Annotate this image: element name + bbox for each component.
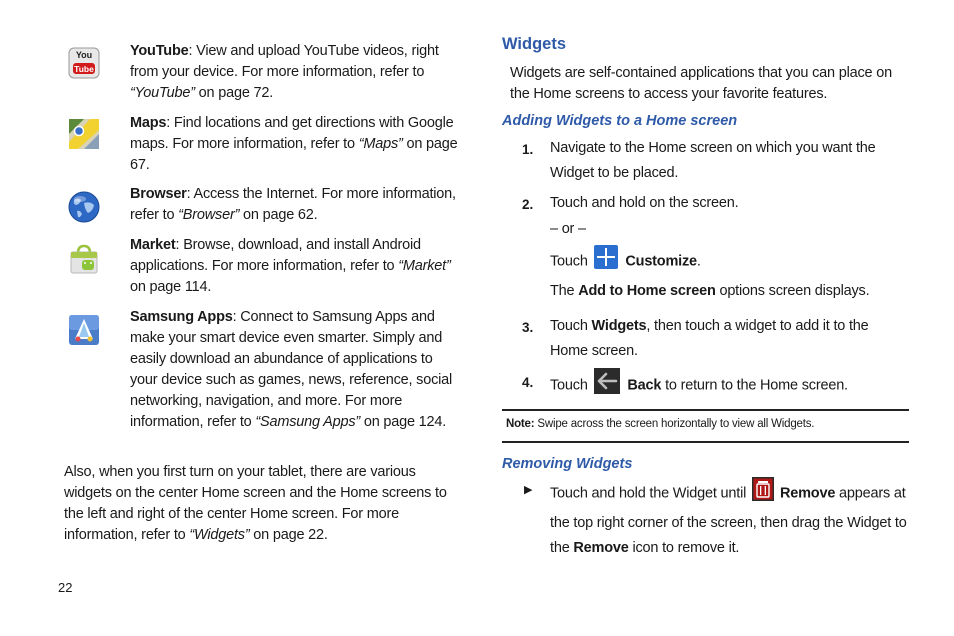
- app-name: YouTube: [130, 43, 189, 59]
- step-4-post: to return to the Home screen.: [661, 377, 848, 394]
- app-ref: “Samsung Apps”: [255, 414, 361, 430]
- app-page: on page 72.: [194, 85, 274, 101]
- widgets-intro: Widgets are self-contained applications that you can place on the Home screens to access your favorite features.: [510, 65, 892, 102]
- step-2-number: 2.: [522, 197, 534, 212]
- also-ref: “Widgets”: [189, 527, 250, 543]
- app-page: on page 62.: [239, 207, 318, 223]
- app-entry-browser: [130, 184, 460, 226]
- samsung-apps-icon: [68, 314, 100, 346]
- widgets-label: Widgets: [591, 318, 647, 334]
- note-top-rule: [502, 409, 909, 411]
- app-page: on page 124.: [360, 414, 447, 430]
- period: .: [696, 253, 701, 270]
- trash-icon: [752, 477, 774, 511]
- step-1-number: 1.: [522, 142, 534, 157]
- app-ref: “Maps”: [358, 136, 403, 152]
- app-page: on page 67.: [130, 136, 458, 173]
- bullet-arrow: ▶: [524, 484, 533, 496]
- remove-post: icon to remove it.: [628, 540, 740, 556]
- also-text: Also, when you first turn on your tablet, there are various widgets on the center Home screen and the Home screens to the left and right of the center Home screen. For more information, refer to: [64, 464, 447, 543]
- youtube-icon: [68, 47, 100, 79]
- also-paragraph: [64, 462, 464, 546]
- add-to-home-line: [550, 281, 869, 302]
- app-name: Maps: [130, 115, 167, 131]
- app-desc: : Browse, download, and install Android applications. For more information, refer to: [130, 237, 421, 274]
- remove-mid: appears at the top right corner of the screen, then drag the Widget to the: [550, 485, 907, 556]
- add-to-home-label: Add to Home screen: [578, 283, 716, 299]
- remove-instruction: [550, 477, 912, 562]
- note: [506, 418, 814, 430]
- app-ref: “YouTube”: [130, 85, 195, 101]
- page-number: 22: [58, 580, 73, 595]
- app-name: Browser: [130, 186, 187, 202]
- step-4-pre: Touch: [550, 377, 588, 394]
- or-separator: – or –: [550, 221, 586, 237]
- maps-icon: [68, 118, 100, 150]
- adding-widgets-heading: Adding Widgets to a Home screen: [502, 113, 738, 129]
- app-entry-maps: [130, 113, 460, 176]
- step-3-text: [550, 314, 910, 364]
- app-desc: : Connect to Samsung Apps and make your smart device even smarter. Simply and easily download an abundance of applications to your device such as games, news, reference, social networking, navigation, and more. For more information, refer to: [130, 309, 453, 430]
- step-3-number: 3.: [522, 320, 534, 335]
- app-page: on page 114.: [130, 279, 212, 295]
- app-ref: “Market”: [398, 258, 451, 274]
- app-entry-samsung-apps: [130, 307, 460, 433]
- options-text: options screen displays.: [715, 283, 870, 299]
- the-word: The: [550, 283, 579, 299]
- youtube-icon-bottom: Tube: [74, 64, 94, 74]
- step-3-post: , then touch a widget to add it to the Home screen.: [550, 318, 869, 359]
- app-desc: : View and upload YouTube videos, right from your device. For more information, refer to: [130, 43, 439, 80]
- app-name: Market: [130, 237, 176, 253]
- step-4-number: 4.: [522, 375, 534, 390]
- removing-widgets-heading: Removing Widgets: [502, 456, 633, 472]
- remove-pre: Touch and hold the Widget until: [550, 485, 750, 502]
- step-3-pre: Touch: [550, 318, 592, 334]
- app-name: Samsung Apps: [130, 309, 233, 325]
- customize-line: [550, 245, 701, 278]
- back-arrow-icon: [594, 368, 620, 403]
- note-text: Swipe across the screen horizontally to view all Widgets.: [534, 418, 815, 430]
- widgets-title: Widgets: [502, 35, 567, 53]
- remove-label-2: Remove: [573, 540, 629, 556]
- youtube-icon-top: You: [75, 50, 93, 60]
- note-label: Note:: [506, 418, 535, 430]
- remove-label: Remove: [779, 485, 836, 502]
- back-label: Back: [627, 377, 662, 394]
- app-desc: : Access the Internet. For more information, refer to: [130, 186, 456, 223]
- browser-globe-icon: [68, 191, 100, 223]
- app-entry-youtube: [130, 41, 460, 104]
- touch-word: Touch: [550, 253, 588, 270]
- also-page: on page 22.: [249, 527, 328, 543]
- customize-plus-icon: [594, 245, 618, 278]
- app-entry-market: [130, 235, 460, 298]
- customize-label: Customize: [625, 253, 697, 270]
- step-2-text: Touch and hold on the screen.: [550, 195, 739, 211]
- step-4-text: [550, 368, 848, 403]
- step-1-text: Navigate to the Home screen on which you want the Widget to be placed.: [550, 140, 876, 181]
- note-bottom-rule: [502, 441, 909, 443]
- app-desc: : Find locations and get directions with Google maps. For more information, refer to: [130, 115, 454, 152]
- market-bag-icon: [68, 243, 100, 275]
- app-ref: “Browser”: [178, 207, 240, 223]
